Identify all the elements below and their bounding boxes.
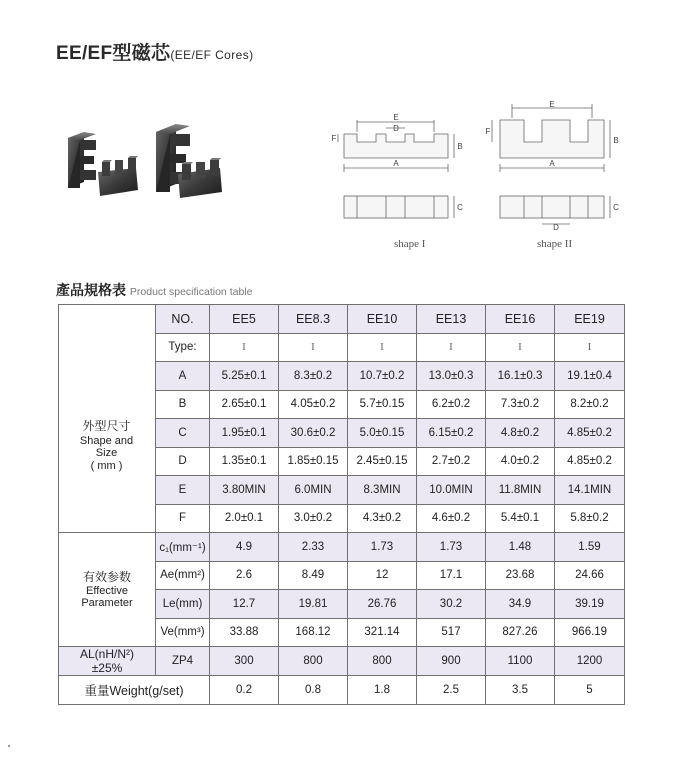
row-label: B [156,390,210,419]
row-label: Ae(mm²) [156,561,210,590]
table-cell: 168.12 [279,618,348,647]
model-header: EE5 [210,305,279,334]
table-cell: 4.6±0.2 [417,504,486,533]
table-cell: 1100 [486,647,555,676]
table-cell: 7.3±0.2 [486,390,555,419]
table-cell: 0.8 [279,676,348,705]
model-header: EE16 [486,305,555,334]
group-label-unit: ( mm ) [90,459,123,472]
dim-label-b2: B [613,136,619,145]
table-cell: 3.5 [486,676,555,705]
weight-label: 重量Weight(g/set) [59,676,210,705]
table-cell: 1.73 [348,533,417,562]
table-cell: 17.1 [417,561,486,590]
shape2-side-view [500,196,610,224]
dim-label-f1: F [331,134,337,143]
model-header: EE10 [348,305,417,334]
table-cell: 2.5 [417,676,486,705]
table-cell: 1.73 [417,533,486,562]
dim-label-d1: D [393,124,399,133]
core-product-photo [56,112,226,212]
type-cell: I [279,333,348,362]
type-cell: I [417,333,486,362]
dim-label-a1: A [393,159,399,168]
table-cell: 6.0MIN [279,476,348,505]
section-heading-en: Product specification table [129,286,253,298]
table-cell: 2.65±0.1 [210,390,279,419]
row-label: Ve(mm³) [156,618,210,647]
table-cell: 1.35±0.1 [210,447,279,476]
table-cell: 19.1±0.4 [555,362,625,391]
table-row-weight [59,676,625,705]
table-cell: 900 [417,647,486,676]
table-cell: 4.0±0.2 [486,447,555,476]
row-label: c₁(mm⁻¹) [156,533,210,562]
table-cell: 3.0±0.2 [279,504,348,533]
table-cell: 14.1MIN [555,476,625,505]
table-cell: 5.4±0.1 [486,504,555,533]
table-cell: 827.26 [486,618,555,647]
no-label: NO. [156,305,210,334]
group-label-en1: Shape and [79,434,134,447]
dim-label-e1: E [393,113,399,122]
table-cell: 2.7±0.2 [417,447,486,476]
table-cell: 19.81 [279,590,348,619]
al-label [59,647,156,676]
dim-label-b1: B [457,142,463,151]
table-cell: 1.8 [348,676,417,705]
table-cell: 5.0±0.15 [348,419,417,448]
table-cell: 300 [210,647,279,676]
table-cell: 4.3±0.2 [348,504,417,533]
row-label: E [156,476,210,505]
shape1-caption: shape I [394,238,426,250]
shape-size-group [58,420,155,472]
table-cell: 1.59 [555,533,625,562]
shape2-caption: shape II [537,238,573,250]
table-cell: 16.1±0.3 [486,362,555,391]
table-cell: 0.2 [210,676,279,705]
al-material: ZP4 [156,647,210,676]
row-label: C [156,419,210,448]
dim-label-e2: E [549,100,555,109]
core-dimension-diagrams [330,98,630,230]
table-cell: 517 [417,618,486,647]
table-cell: 33.88 [210,618,279,647]
table-row-c1 [59,533,625,562]
table-cell: 39.19 [555,590,625,619]
model-header: EE19 [555,305,625,334]
table-cell: 966.19 [555,618,625,647]
table-cell: 1.48 [486,533,555,562]
type-cell: I [210,333,279,362]
section-heading-cn: 產品規格表 [56,282,126,298]
table-cell: 8.3MIN [348,476,417,505]
table-row-header [59,305,625,334]
table-cell: 24.66 [555,561,625,590]
type-cell: I [555,333,625,362]
type-label: Type: [156,333,210,362]
table-cell: 321.14 [348,618,417,647]
table-cell: 5.7±0.15 [348,390,417,419]
type-cell: I [348,333,417,362]
dim-label-c2: C [613,203,619,212]
table-cell: 5.25±0.1 [210,362,279,391]
table-cell: 4.8±0.2 [486,419,555,448]
table-cell: 4.85±0.2 [555,447,625,476]
row-label: D [156,447,210,476]
table-cell: 10.0MIN [417,476,486,505]
model-header: EE8.3 [279,305,348,334]
table-cell: 12.7 [210,590,279,619]
table-cell: 5.8±0.2 [555,504,625,533]
table-cell: 2.6 [210,561,279,590]
dim-label-c1: C [457,203,463,212]
group-label-en1: Effective [86,584,128,597]
shape1-side-view [344,196,454,218]
page-speck [8,745,10,747]
table-cell: 1.95±0.1 [210,419,279,448]
table-cell: 30.6±0.2 [279,419,348,448]
table-cell: 8.3±0.2 [279,362,348,391]
table-cell: 10.7±0.2 [348,362,417,391]
table-row-al [59,647,625,676]
type-cell: I [486,333,555,362]
spec-table [58,304,625,705]
table-cell: 4.85±0.2 [555,419,625,448]
al-label-line1: AL(nH/N²) [79,647,134,661]
table-cell: 800 [279,647,348,676]
dim-label-d2: D [553,223,559,230]
table-cell: 2.0±0.1 [210,504,279,533]
table-cell: 800 [348,647,417,676]
ee-core-large-u [178,158,222,198]
table-cell: 26.76 [348,590,417,619]
table-cell: 4.05±0.2 [279,390,348,419]
al-label-line2: ±25% [91,661,123,675]
table-cell: 8.49 [279,561,348,590]
ee-core-small-u [98,156,138,196]
group-label-cn: 外型尺寸 [82,419,131,433]
title-sub: (EE/EF Cores) [170,48,254,62]
table-cell: 6.2±0.2 [417,390,486,419]
dim-label-f2: F [485,127,491,136]
table-cell: 3.80MIN [210,476,279,505]
group-label-cn: 有效参数 [82,569,131,584]
group-label-en2: Size [95,447,118,459]
table-cell: 13.0±0.3 [417,362,486,391]
section-heading [56,280,252,300]
table-cell: 34.9 [486,590,555,619]
table-cell: 1.85±0.15 [279,447,348,476]
group-label-en2: Parameter [81,596,133,609]
table-cell: 12 [348,561,417,590]
table-cell: 11.8MIN [486,476,555,505]
effective-parameter-group [59,533,156,647]
page-title [56,38,254,65]
row-label: F [156,504,210,533]
table-cell: 2.33 [279,533,348,562]
table-cell: 8.2±0.2 [555,390,625,419]
table-cell: 4.9 [210,533,279,562]
row-label: Le(mm) [156,590,210,619]
title-main: EE/EF型磁芯 [56,43,171,64]
table-cell: 23.68 [486,561,555,590]
ee-core-small-e [68,132,96,188]
table-cell: 1200 [555,647,625,676]
table-cell: 5 [555,676,625,705]
table-cell: 6.15±0.2 [417,419,486,448]
dim-label-a2: A [549,159,555,168]
row-label: A [156,362,210,391]
model-header: EE13 [417,305,486,334]
table-cell: 30.2 [417,590,486,619]
table-cell: 2.45±0.15 [348,447,417,476]
